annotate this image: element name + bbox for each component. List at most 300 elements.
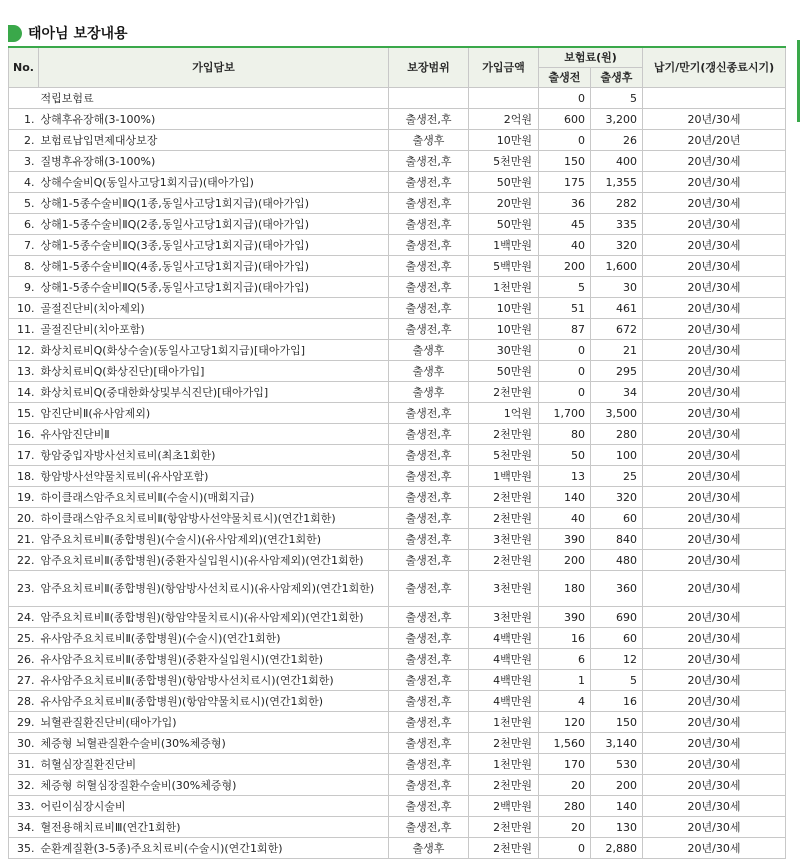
premium-after-birth: 12 [591,649,643,670]
coverage-range: 출생전,후 [389,775,469,796]
coverage-amount: 2천만원 [469,382,539,403]
premium-before-birth: 0 [539,382,591,403]
premium-before-birth: 0 [539,361,591,382]
coverage-name: 하이클래스암주요치료비Ⅱ(수술시)(매회지급) [39,487,389,508]
payment-term: 20년/30세 [643,466,786,487]
coverage-name: 혈전용해치료비Ⅲ(연간1회한) [39,817,389,838]
header-coverage: 가입담보 [39,47,389,88]
payment-term: 20년/30세 [643,340,786,361]
table-body [9,88,786,859]
row-number: 1. [9,109,39,130]
premium-before-birth: 200 [539,256,591,277]
coverage-range: 출생전,후 [389,466,469,487]
premium-after-birth: 140 [591,796,643,817]
premium-before-birth: 87 [539,319,591,340]
table-row [9,214,786,235]
row-number: 26. [9,649,39,670]
coverage-name: 상해1-5종수술비ⅡQ(4종,동일사고당1회지급)(태아가입) [39,256,389,277]
payment-term: 20년/30세 [643,424,786,445]
row-number: 23. [9,571,39,607]
payment-term: 20년/30세 [643,775,786,796]
premium-before-birth: 0 [539,838,591,859]
premium-after-birth: 672 [591,319,643,340]
coverage-amount: 1백만원 [469,235,539,256]
coverage-amount: 1억원 [469,403,539,424]
coverage-name: 골절진단비(치아포함) [39,319,389,340]
table-row [9,487,786,508]
premium-after-birth: 16 [591,691,643,712]
premium-before-birth: 150 [539,151,591,172]
coverage-range: 출생전,후 [389,256,469,277]
payment-term: 20년/30세 [643,529,786,550]
coverage-name: 상해1-5종수술비ⅡQ(2종,동일사고당1회지급)(태아가입) [39,214,389,235]
row-number [9,88,39,109]
table-row [9,172,786,193]
coverage-amount: 2천만원 [469,733,539,754]
coverage-amount: 50만원 [469,214,539,235]
coverage-range: 출생전,후 [389,508,469,529]
table-row [9,670,786,691]
payment-term: 20년/30세 [643,571,786,607]
table-row [9,382,786,403]
row-number: 11. [9,319,39,340]
premium-before-birth: 20 [539,817,591,838]
coverage-name: 체증형 뇌혈관질환수술비(30%체증형) [39,733,389,754]
premium-before-birth: 51 [539,298,591,319]
payment-term: 20년/30세 [643,796,786,817]
coverage-range: 출생전,후 [389,424,469,445]
payment-term: 20년/20년 [643,130,786,151]
coverage-name: 화상치료비Q(화상수술)(동일사고당1회지급)[태아가입] [39,340,389,361]
payment-term: 20년/30세 [643,298,786,319]
coverage-table [8,46,786,859]
row-number: 14. [9,382,39,403]
row-number: 4. [9,172,39,193]
premium-before-birth: 140 [539,487,591,508]
premium-before-birth: 50 [539,445,591,466]
premium-after-birth: 480 [591,550,643,571]
premium-after-birth: 60 [591,508,643,529]
coverage-amount: 3천만원 [469,607,539,628]
coverage-range: 출생전,후 [389,235,469,256]
premium-after-birth: 21 [591,340,643,361]
coverage-amount: 1천만원 [469,277,539,298]
table-row [9,88,786,109]
table-row [9,607,786,628]
payment-term: 20년/30세 [643,607,786,628]
premium-before-birth: 390 [539,607,591,628]
table-row [9,508,786,529]
coverage-name: 암주요치료비Ⅱ(종합병원)(중환자실입원시)(유사암제외)(연간1회한) [39,550,389,571]
row-number: 21. [9,529,39,550]
header-range: 보장범위 [389,47,469,88]
table-row [9,817,786,838]
coverage-range: 출생전,후 [389,277,469,298]
premium-before-birth: 120 [539,712,591,733]
coverage-amount: 4백만원 [469,670,539,691]
coverage-name: 유사암주요치료비Ⅱ(종합병원)(항암약물치료시)(연간1회한) [39,691,389,712]
premium-after-birth: 280 [591,424,643,445]
table-row [9,361,786,382]
row-number: 8. [9,256,39,277]
coverage-range: 출생전,후 [389,319,469,340]
premium-before-birth: 5 [539,277,591,298]
payment-term [643,88,786,109]
payment-term: 20년/30세 [643,712,786,733]
coverage-range: 출생전,후 [389,607,469,628]
table-row [9,298,786,319]
premium-after-birth: 530 [591,754,643,775]
table-row [9,151,786,172]
coverage-name: 유사암주요치료비Ⅱ(종합병원)(수술시)(연간1회한) [39,628,389,649]
premium-after-birth: 200 [591,775,643,796]
table-row [9,109,786,130]
coverage-amount: 30만원 [469,340,539,361]
coverage-name: 뇌혈관질환진단비(태아가입) [39,712,389,733]
row-number: 27. [9,670,39,691]
coverage-name: 체증형 허혈심장질환수술비(30%체증형) [39,775,389,796]
row-number: 7. [9,235,39,256]
row-number: 29. [9,712,39,733]
premium-before-birth: 13 [539,466,591,487]
payment-term: 20년/30세 [643,361,786,382]
coverage-range: 출생전,후 [389,109,469,130]
coverage-amount: 3천만원 [469,529,539,550]
table-row [9,550,786,571]
coverage-range: 출생전,후 [389,628,469,649]
premium-after-birth: 5 [591,670,643,691]
payment-term: 20년/30세 [643,382,786,403]
table-row [9,235,786,256]
payment-term: 20년/30세 [643,214,786,235]
table-row [9,754,786,775]
coverage-name: 상해수술비Q(동일사고당1회지급)(태아가입) [39,172,389,193]
coverage-range: 출생전,후 [389,193,469,214]
row-number: 33. [9,796,39,817]
premium-before-birth: 45 [539,214,591,235]
coverage-amount: 2천만원 [469,838,539,859]
premium-after-birth: 320 [591,235,643,256]
header-amount: 가입금액 [469,47,539,88]
coverage-range: 출생전,후 [389,817,469,838]
row-number: 32. [9,775,39,796]
table-row [9,319,786,340]
payment-term: 20년/30세 [643,817,786,838]
payment-term: 20년/30세 [643,733,786,754]
premium-before-birth: 80 [539,424,591,445]
coverage-amount: 4백만원 [469,628,539,649]
coverage-name: 질병후유장해(3-100%) [39,151,389,172]
coverage-amount: 1천만원 [469,754,539,775]
coverage-range: 출생전,후 [389,214,469,235]
payment-term: 20년/30세 [643,403,786,424]
row-number: 15. [9,403,39,424]
coverage-amount: 2천만원 [469,775,539,796]
coverage-amount: 3천만원 [469,571,539,607]
premium-after-birth: 360 [591,571,643,607]
premium-after-birth: 60 [591,628,643,649]
premium-after-birth: 840 [591,529,643,550]
coverage-range: 출생전,후 [389,712,469,733]
premium-before-birth: 40 [539,508,591,529]
coverage-name: 상해1-5종수술비ⅡQ(1종,동일사고당1회지급)(태아가입) [39,193,389,214]
table-row [9,403,786,424]
premium-after-birth: 400 [591,151,643,172]
coverage-amount: 2천만원 [469,508,539,529]
premium-after-birth: 295 [591,361,643,382]
coverage-range: 출생전,후 [389,298,469,319]
payment-term: 20년/30세 [643,838,786,859]
coverage-range: 출생전,후 [389,754,469,775]
table-row [9,691,786,712]
premium-after-birth: 282 [591,193,643,214]
row-number: 24. [9,607,39,628]
payment-term: 20년/30세 [643,670,786,691]
coverage-range: 출생전,후 [389,649,469,670]
coverage-name: 보험료납입면제대상보장 [39,130,389,151]
table-row [9,838,786,859]
row-number: 19. [9,487,39,508]
payment-term: 20년/30세 [643,550,786,571]
table-row [9,628,786,649]
row-number: 10. [9,298,39,319]
table-row [9,340,786,361]
coverage-amount: 4백만원 [469,649,539,670]
coverage-name: 상해1-5종수술비ⅡQ(5종,동일사고당1회지급)(태아가입) [39,277,389,298]
coverage-amount: 2억원 [469,109,539,130]
premium-before-birth: 1,700 [539,403,591,424]
premium-after-birth: 130 [591,817,643,838]
table-row [9,529,786,550]
table-row [9,733,786,754]
row-number: 20. [9,508,39,529]
premium-before-birth: 600 [539,109,591,130]
row-number: 18. [9,466,39,487]
row-number: 12. [9,340,39,361]
premium-after-birth: 2,880 [591,838,643,859]
row-number: 16. [9,424,39,445]
coverage-name: 암진단비Ⅱ(유사암제외) [39,403,389,424]
table-row [9,775,786,796]
coverage-name: 항암방사선약물치료비(유사암포함) [39,466,389,487]
table-row [9,649,786,670]
row-number: 22. [9,550,39,571]
coverage-range: 출생전,후 [389,151,469,172]
coverage-name: 암주요치료비Ⅱ(종합병원)(항암약물치료시)(유사암제외)(연간1회한) [39,607,389,628]
coverage-amount: 10만원 [469,298,539,319]
section-title-bar [8,24,798,44]
premium-after-birth: 150 [591,712,643,733]
coverage-name: 항암중입자방사선치료비(최초1회한) [39,445,389,466]
premium-after-birth: 1,600 [591,256,643,277]
coverage-name: 골절진단비(치아제외) [39,298,389,319]
table-row [9,571,786,607]
coverage-amount: 1천만원 [469,712,539,733]
coverage-amount: 5천만원 [469,445,539,466]
row-number: 30. [9,733,39,754]
table-row [9,424,786,445]
row-number: 35. [9,838,39,859]
row-number: 2. [9,130,39,151]
coverage-amount: 2천만원 [469,817,539,838]
coverage-amount: 5천만원 [469,151,539,172]
section-title: 태아님 보장내용 [28,26,128,42]
table-row [9,796,786,817]
coverage-amount: 5백만원 [469,256,539,277]
coverage-range: 출생전,후 [389,796,469,817]
coverage-name: 유사암주요치료비Ⅱ(종합병원)(항암방사선치료시)(연간1회한) [39,670,389,691]
premium-before-birth: 200 [539,550,591,571]
coverage-amount: 2천만원 [469,424,539,445]
premium-after-birth: 5 [591,88,643,109]
payment-term: 20년/30세 [643,508,786,529]
coverage-name: 상해1-5종수술비ⅡQ(3종,동일사고당1회지급)(태아가입) [39,235,389,256]
coverage-amount [469,88,539,109]
premium-before-birth: 390 [539,529,591,550]
premium-before-birth: 20 [539,775,591,796]
coverage-amount: 2백만원 [469,796,539,817]
premium-after-birth: 690 [591,607,643,628]
coverage-range: 출생후 [389,130,469,151]
row-number: 25. [9,628,39,649]
premium-after-birth: 1,355 [591,172,643,193]
coverage-amount: 4백만원 [469,691,539,712]
row-number: 5. [9,193,39,214]
row-number: 34. [9,817,39,838]
coverage-amount: 10만원 [469,130,539,151]
premium-before-birth: 40 [539,235,591,256]
premium-before-birth: 0 [539,340,591,361]
premium-after-birth: 3,200 [591,109,643,130]
coverage-name: 순환계질환(3-5종)주요치료비(수술시)(연간1회한) [39,838,389,859]
payment-term: 20년/30세 [643,235,786,256]
coverage-range: 출생전,후 [389,487,469,508]
coverage-range: 출생전,후 [389,529,469,550]
premium-after-birth: 335 [591,214,643,235]
row-number: 3. [9,151,39,172]
payment-term: 20년/30세 [643,277,786,298]
table-row [9,445,786,466]
header-no: No. [9,47,39,88]
row-number: 17. [9,445,39,466]
premium-after-birth: 30 [591,277,643,298]
coverage-range: 출생전,후 [389,550,469,571]
coverage-amount: 2천만원 [469,487,539,508]
premium-before-birth: 36 [539,193,591,214]
table-row [9,193,786,214]
header-after-birth: 출생후 [591,68,643,88]
premium-before-birth: 4 [539,691,591,712]
coverage-range: 출생전,후 [389,733,469,754]
coverage-range: 출생전,후 [389,670,469,691]
row-number: 9. [9,277,39,298]
table-row [9,256,786,277]
row-number: 31. [9,754,39,775]
coverage-amount: 20만원 [469,193,539,214]
coverage-name: 어린이심장시술비 [39,796,389,817]
premium-before-birth: 280 [539,796,591,817]
coverage-range: 출생후 [389,340,469,361]
premium-after-birth: 3,500 [591,403,643,424]
payment-term: 20년/30세 [643,628,786,649]
coverage-range: 출생후 [389,838,469,859]
premium-before-birth: 1,560 [539,733,591,754]
row-number: 13. [9,361,39,382]
premium-before-birth: 6 [539,649,591,670]
premium-before-birth: 0 [539,130,591,151]
coverage-name: 유사암진단비Ⅱ [39,424,389,445]
premium-before-birth: 175 [539,172,591,193]
premium-after-birth: 26 [591,130,643,151]
table-row [9,130,786,151]
payment-term: 20년/30세 [643,691,786,712]
table-row [9,277,786,298]
header-premium: 보험료(원) [539,47,643,68]
coverage-range: 출생전,후 [389,571,469,607]
coverage-name: 유사암주요치료비Ⅱ(종합병원)(중환자실입원시)(연간1회한) [39,649,389,670]
coverage-amount: 50만원 [469,172,539,193]
coverage-amount: 2천만원 [469,550,539,571]
payment-term: 20년/30세 [643,445,786,466]
premium-before-birth: 0 [539,88,591,109]
coverage-name: 화상치료비Q(중대한화상및부식진단)[태아가입] [39,382,389,403]
premium-before-birth: 16 [539,628,591,649]
premium-before-birth: 170 [539,754,591,775]
coverage-amount: 50만원 [469,361,539,382]
coverage-name: 하이클래스암주요치료비Ⅱ(항암방사선약물치료시)(연간1회한) [39,508,389,529]
row-number: 28. [9,691,39,712]
header-term: 납기/만기(갱신종료시기) [643,47,786,88]
coverage-range: 출생후 [389,361,469,382]
coverage-name: 상해후유장해(3-100%) [39,109,389,130]
coverage-range: 출생전,후 [389,445,469,466]
header-before-birth: 출생전 [539,68,591,88]
coverage-range: 출생전,후 [389,403,469,424]
payment-term: 20년/30세 [643,754,786,775]
payment-term: 20년/30세 [643,256,786,277]
premium-after-birth: 25 [591,466,643,487]
premium-before-birth: 180 [539,571,591,607]
premium-after-birth: 34 [591,382,643,403]
payment-term: 20년/30세 [643,151,786,172]
coverage-amount: 10만원 [469,319,539,340]
premium-after-birth: 3,140 [591,733,643,754]
coverage-name: 암주요치료비Ⅱ(종합병원)(수술시)(유사암제외)(연간1회한) [39,529,389,550]
coverage-range: 출생전,후 [389,172,469,193]
coverage-name: 허혈심장질환진단비 [39,754,389,775]
coverage-name: 암주요치료비Ⅱ(종합병원)(항암방사선치료시)(유사암제외)(연간1회한) [39,571,389,607]
payment-term: 20년/30세 [643,649,786,670]
coverage-range [389,88,469,109]
coverage-name: 화상치료비Q(화상진단)[태아가입] [39,361,389,382]
premium-after-birth: 320 [591,487,643,508]
coverage-range: 출생전,후 [389,691,469,712]
premium-before-birth: 1 [539,670,591,691]
table-row [9,712,786,733]
premium-after-birth: 100 [591,445,643,466]
payment-term: 20년/30세 [643,319,786,340]
payment-term: 20년/30세 [643,172,786,193]
coverage-name: 적립보험료 [39,88,389,109]
table-row [9,466,786,487]
title-marker-icon [8,25,22,42]
payment-term: 20년/30세 [643,193,786,214]
payment-term: 20년/30세 [643,487,786,508]
row-number: 6. [9,214,39,235]
coverage-range: 출생후 [389,382,469,403]
coverage-amount: 1백만원 [469,466,539,487]
payment-term: 20년/30세 [643,109,786,130]
